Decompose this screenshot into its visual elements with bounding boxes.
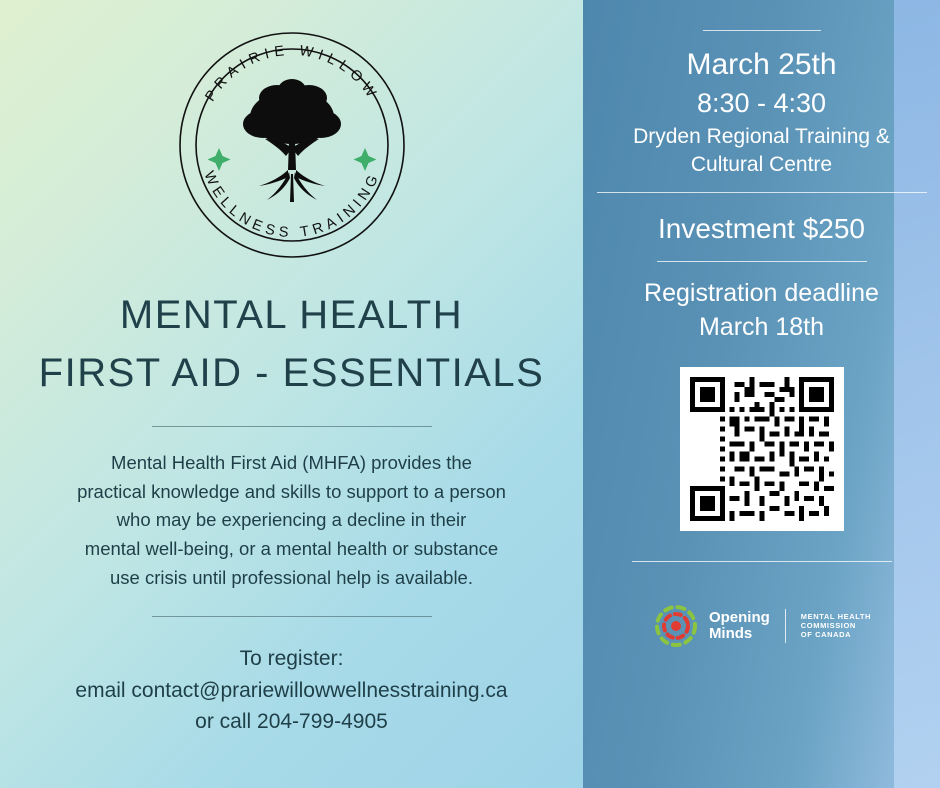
description-line: Mental Health First Aid (MHFA) provides the <box>111 452 472 473</box>
investment-amount: Investment $250 <box>657 212 866 244</box>
event-time: 8:30 - 4:30 <box>696 87 827 118</box>
rule-above-deadline <box>657 261 867 262</box>
venue-line-1: Dryden Regional Training & <box>633 125 890 149</box>
deadline-line-2: March 18th <box>698 313 825 342</box>
right-details-panel <box>583 0 940 788</box>
registration-qr-code[interactable] <box>680 367 844 531</box>
logo-bottom-arc-text: WELLNESS TRAINING <box>199 168 383 242</box>
opening-minds-mark-icon <box>652 602 700 650</box>
mhcc-line-3: OF CANADA <box>800 630 852 640</box>
description-line: use crisis until professional help is available. <box>110 566 473 588</box>
title-line-2: FIRST AID - ESSENTIALS <box>38 351 545 395</box>
mhcc-line-1: MENTAL HEALTH <box>800 611 872 621</box>
registration-deadline <box>597 276 927 345</box>
rule-above-date <box>703 30 821 31</box>
mhcc-wordmark <box>801 612 871 640</box>
register-phone[interactable]: or call 204-799-4905 <box>195 710 388 734</box>
rule-above-partner-logo <box>632 561 892 562</box>
rule-above-investment <box>597 192 927 193</box>
register-email[interactable]: email contact@prariewillowwellnesstraining.ca <box>75 678 508 702</box>
registration-contact <box>22 643 562 738</box>
divider-bottom <box>152 616 432 617</box>
venue-line-2: Cultural Centre <box>690 153 833 177</box>
tree-with-roots-icon <box>243 79 341 202</box>
register-heading: To register: <box>239 647 344 671</box>
divider-top <box>152 426 432 427</box>
description-line: practical knowledge and skills to support to a person <box>77 480 506 502</box>
prairie-willow-logo <box>167 20 417 270</box>
logo-separator <box>785 609 786 643</box>
deadline-line-1: Registration deadline <box>644 278 879 307</box>
logo-top-arc-text: PRAIRIE WILLOW <box>201 42 382 105</box>
description-line: mental well-being, or a mental health or substance <box>84 538 499 560</box>
event-venue <box>602 123 922 180</box>
poster-title <box>39 286 545 402</box>
opening-minds-line-2: Minds <box>708 624 753 642</box>
course-description <box>32 449 552 592</box>
opening-minds-logo <box>652 602 871 650</box>
event-date: March 25th <box>686 48 837 81</box>
mhcc-line-2: COMMISSION <box>800 621 856 631</box>
opening-minds-line-1: Opening <box>708 608 770 626</box>
title-line-1: MENTAL HEALTH <box>119 293 464 337</box>
opening-minds-wordmark <box>709 610 770 642</box>
description-line: who may be experiencing a decline in their <box>116 509 467 531</box>
